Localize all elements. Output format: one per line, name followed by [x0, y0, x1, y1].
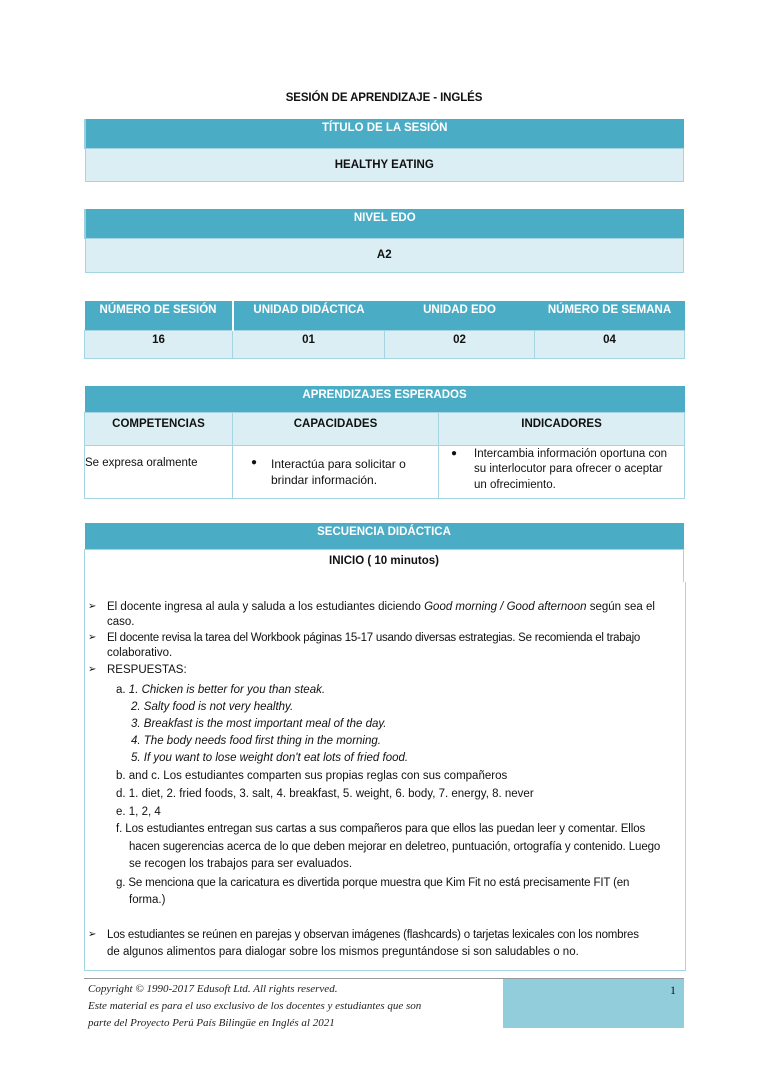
answer-g-line-1: g. Se menciona que la caricatura es divertida porque muestra que Kim Fit no está precisamente FIT (en: [116, 877, 630, 889]
answer-a5: 5. If you want to lose weight don't eat lots of fried food.: [131, 752, 409, 764]
answer-d: d. 1. diet, 2. fried foods, 3. salt, 4. breakfast, 5. weight, 6. body, 7. energy, 8. never: [116, 788, 534, 800]
answer-f-line-1: f. Los estudiantes entregan sus cartas a sus compañeros para que ellos las puedan leer y comentar. Ellos: [116, 823, 646, 835]
week-number-value: 04: [535, 330, 685, 358]
answer-a2: 2. Salty food is not very healthy.: [131, 701, 294, 713]
indicador-line-1: Intercambia información oportuna con: [474, 447, 668, 460]
greeting-text: El docente ingresa al aula y saluda a los estudiantes diciendo: [107, 601, 425, 613]
level-value: A2: [85, 238, 684, 272]
indicadores-header: INDICADORES: [439, 412, 685, 445]
answer-a-label: a.: [116, 684, 129, 696]
answer-a4: 4. The body needs food first thing in the morning.: [131, 735, 381, 747]
answer-a3: 3. Breakfast is the most important meal of the day.: [131, 718, 387, 730]
answer-b: b. and c. Los estudiantes comparten sus propias reglas con sus compañeros: [116, 770, 508, 782]
capacidad-line-2: brindar información.: [271, 472, 378, 487]
indicador-line-3: un ofrecimiento.: [474, 478, 556, 491]
phase-header: INICIO ( 10 minutos): [85, 549, 684, 582]
learning-table: [84, 386, 685, 499]
answer-a-line-1: [116, 683, 325, 697]
bullet-icon: ●: [451, 447, 458, 459]
session-number-header: NÚMERO DE SESIÓN: [85, 301, 233, 330]
answer-g-line-2: forma.): [129, 894, 166, 906]
footer-copyright: [88, 981, 421, 1032]
page-title: SESIÓN DE APRENDIZAJE - INGLÉS: [285, 92, 483, 104]
level-table: [84, 209, 684, 273]
greeting-text-end: según sea el: [586, 601, 655, 613]
learning-header: APRENDIZAJES ESPERADOS: [85, 386, 685, 412]
pairs-line-2: de algunos alimentos para dialogar sobre los mismos preguntándose si son saludables o no.: [107, 946, 579, 958]
edo-unit-value: 02: [385, 330, 535, 358]
indicador-item: [451, 447, 684, 494]
session-title-table: [84, 119, 684, 182]
arrow-bullet-icon: ➢: [88, 929, 97, 940]
answers-heading: RESPUESTAS:: [107, 664, 187, 676]
capacidad-cell: [233, 445, 439, 498]
greeting-phrase: Good morning / Good afternoon: [424, 601, 587, 613]
unit-header: UNIDAD DIDÁCTICA: [233, 301, 385, 330]
session-title-value: HEALTHY EATING: [85, 148, 684, 181]
indicador-line-2: su interlocutor para ofrecer o aceptar: [474, 463, 663, 475]
footer-line-1: Copyright © 1990-2017 Edusoft Ltd. All rights reserved.: [88, 983, 338, 995]
workbook-line-1: El docente revisa la tarea del Workbook páginas 15-17 usando diversas estrategias. Se recomienda el trabajo: [107, 632, 641, 644]
arrow-bullet-icon: ➢: [88, 601, 97, 612]
competencia-cell: [85, 445, 233, 498]
footer-line-2: Este material es para el uso exclusivo de los docentes y estudiantes que son: [88, 1000, 422, 1012]
answer-a1: 1. Chicken is better for you than steak.: [128, 684, 326, 696]
week-number-header: NÚMERO DE SEMANA: [535, 301, 685, 330]
competencia-text: Se expresa oralmente: [85, 456, 198, 469]
session-info-table: [84, 301, 685, 359]
sequence-table: [84, 523, 684, 583]
edo-unit-header: UNIDAD EDO: [385, 301, 535, 330]
arrow-bullet-icon: ➢: [88, 632, 97, 643]
unit-value: 01: [233, 330, 385, 358]
bullet-icon: ●: [251, 456, 258, 468]
page-number: 1: [670, 983, 676, 997]
arrow-bullet-icon: ➢: [88, 664, 97, 675]
footer-page-box: [503, 979, 684, 1028]
session-title-header: TÍTULO DE LA SESIÓN: [85, 119, 684, 148]
answer-e: e. 1, 2, 4: [116, 806, 161, 818]
competencias-header: COMPETENCIAS: [85, 412, 233, 445]
capacidad-line-1: Interactúa para solicitar o: [271, 456, 406, 471]
sequence-header: SECUENCIA DIDÁCTICA: [85, 523, 684, 549]
level-header: NIVEL EDO: [85, 209, 684, 238]
footer-line-3: parte del Proyecto Perú País Bilingüe en Inglés al 2021: [88, 1017, 335, 1029]
capacidades-header: CAPACIDADES: [233, 412, 439, 445]
answer-f-line-3: se recogen los trabajos para ser evaluados.: [129, 858, 353, 870]
greeting-line-2: caso.: [107, 616, 135, 628]
session-number-value: 16: [85, 330, 233, 358]
pairs-line-1: Los estudiantes se reúnen en parejas y observan imágenes (flashcards) o tarjetas lexicales con los nombres: [107, 929, 639, 941]
workbook-line-2: colaborativo.: [107, 647, 173, 659]
indicador-cell: [439, 445, 685, 498]
paragraph-greeting: [107, 600, 655, 614]
capacidad-item: [251, 456, 438, 488]
answer-f-line-2: hacen sugerencias acerca de lo que deben mejorar en deletreo, puntuación, ortografía y contenido. Luego: [129, 841, 661, 853]
